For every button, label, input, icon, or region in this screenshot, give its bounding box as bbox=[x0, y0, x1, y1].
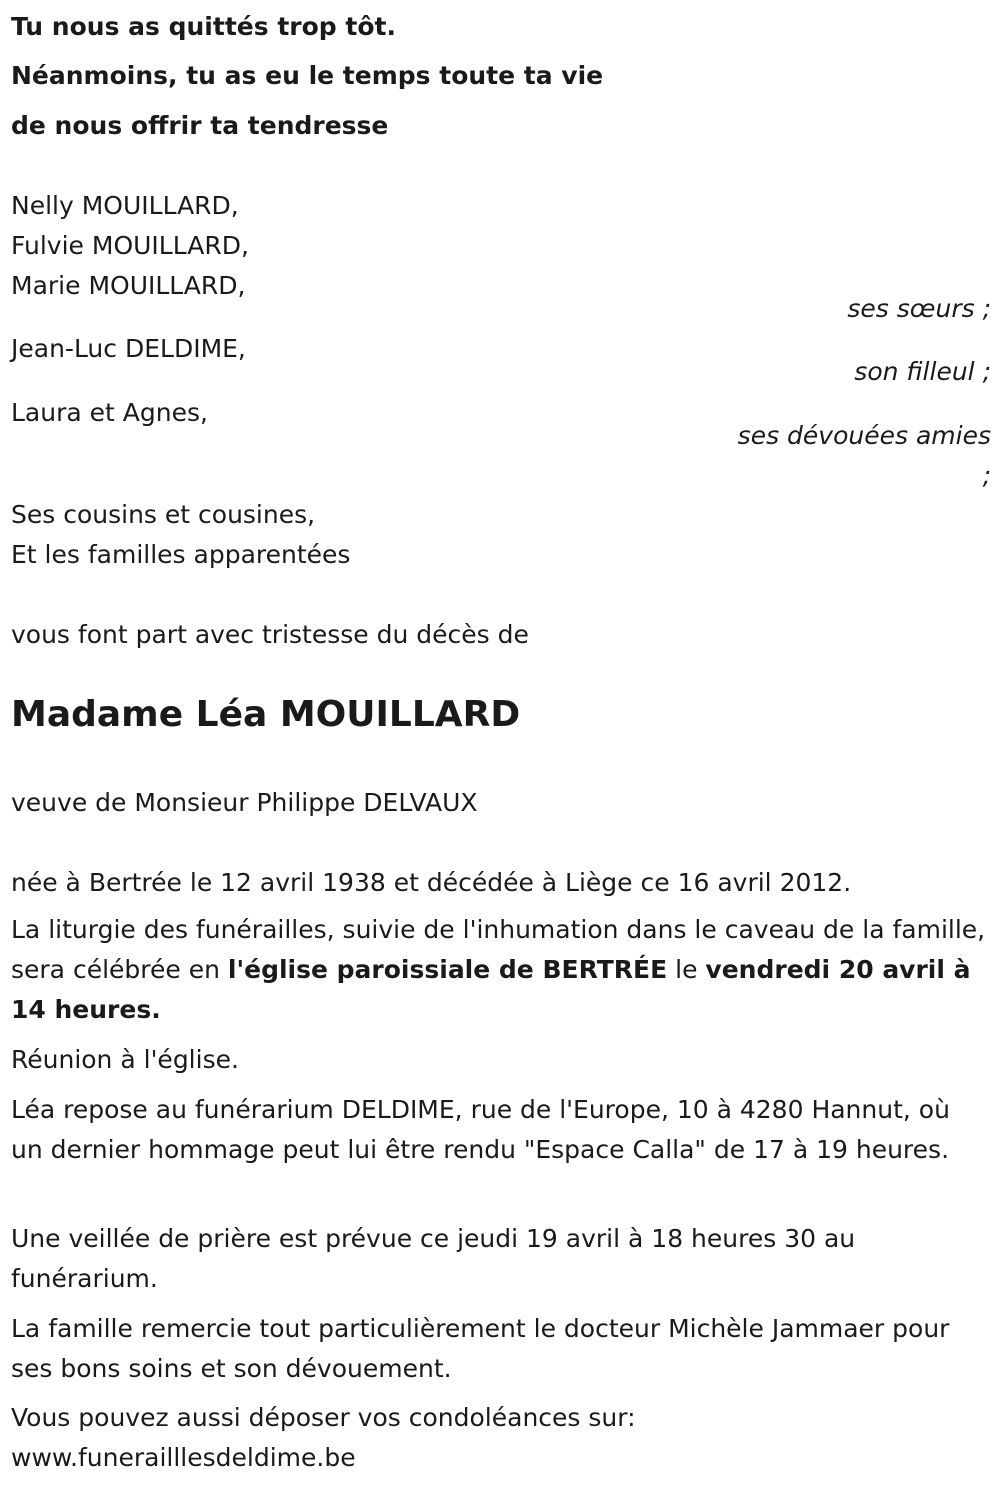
family-godson: Jean-Luc DELDIME, bbox=[11, 334, 246, 363]
rest-paragraph: Léa repose au funérarium DELDIME, rue de l'Europe, 10 à 4280 Hannut, où un dernier hommage peut lui être rendu "Espace Calla" de 17 à 19 heures. bbox=[11, 1095, 950, 1164]
thanks-paragraph: La famille remercie tout particulièrement le docteur Michèle Jammaer pour ses bons soins et son dévouement. bbox=[11, 1314, 950, 1383]
godson-role: son filleul ; bbox=[854, 357, 991, 386]
funeral-church: l'église paroissiale de BERTRÉE bbox=[227, 955, 668, 984]
meeting-paragraph: Réunion à l'église. bbox=[11, 1045, 239, 1074]
epigraph-line-3: de nous offrir ta tendresse bbox=[11, 111, 389, 140]
condolences-text: Vous pouvez aussi déposer vos condoléances sur: bbox=[11, 1403, 636, 1432]
family-sister-1: Nelly MOUILLARD, bbox=[11, 191, 239, 220]
condolences-url[interactable]: www.funerailllesdeldime.be bbox=[11, 1443, 356, 1472]
family-cousins: Ses cousins et cousines, bbox=[11, 500, 316, 529]
funeral-intro: La liturgie des funérailles, suivie de l'inhumation dans le caveau de la famille, sera célébrée en bbox=[11, 915, 986, 984]
funeral-paragraph bbox=[11, 910, 986, 1030]
friends-role: ses dévouées amies bbox=[737, 421, 991, 450]
funeral-date: vendredi 20 avril à 14 heures. bbox=[11, 955, 971, 1024]
family-sister-3: Marie MOUILLARD, bbox=[11, 271, 246, 300]
widow-of: veuve de Monsieur Philippe DELVAUX bbox=[11, 788, 478, 817]
family-relatives: Et les familles apparentées bbox=[11, 540, 351, 569]
epigraph-line-2: Néanmoins, tu as eu le temps toute ta vie bbox=[11, 61, 604, 90]
birth-death-dates: née à Bertrée le 12 avril 1938 et décédée à Liège ce 16 avril 2012. bbox=[11, 868, 852, 897]
condolences-paragraph bbox=[11, 1398, 986, 1478]
deceased-name: Madame Léa MOUILLARD bbox=[11, 694, 521, 735]
family-friends: Laura et Agnes, bbox=[11, 398, 208, 427]
sisters-role: ses sœurs ; bbox=[847, 294, 991, 323]
funeral-mid: le bbox=[667, 955, 706, 984]
friends-role-end: ; bbox=[982, 461, 991, 490]
vigil-paragraph: Une veillée de prière est prévue ce jeudi 19 avril à 18 heures 30 au funérarium. bbox=[11, 1224, 856, 1293]
epigraph-line-1: Tu nous as quittés trop tôt. bbox=[11, 12, 396, 41]
family-sister-2: Fulvie MOUILLARD, bbox=[11, 231, 249, 260]
announcement-text: vous font part avec tristesse du décès de bbox=[11, 620, 529, 649]
